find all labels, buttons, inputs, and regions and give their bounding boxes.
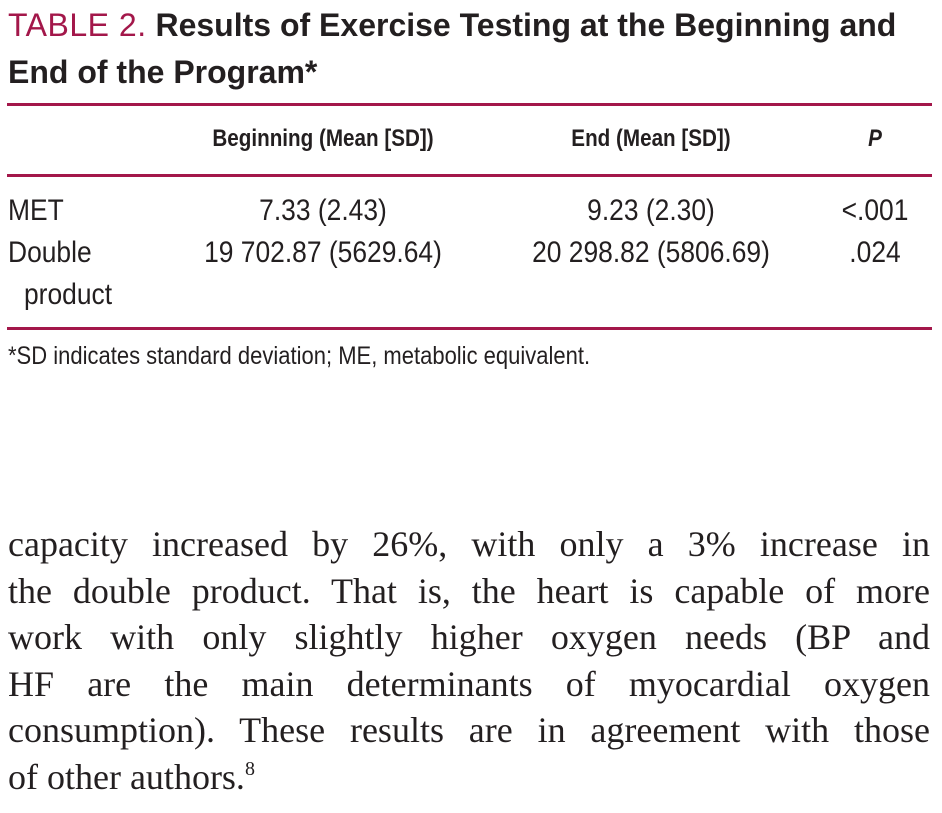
table-footnote: *SD indicates standard deviation; ME, metabolic equivalent.: [8, 342, 591, 370]
cell-beginning: 19 702.87 (5629.64): [204, 236, 442, 269]
row-label: Double: [8, 236, 92, 269]
table-bottom-rule: [7, 327, 932, 330]
cell-p: .024: [849, 236, 901, 269]
body-line-last: [8, 754, 930, 801]
body-line-text: of other authors.: [8, 756, 245, 797]
cell-p: <.001: [841, 194, 909, 227]
column-header-p: P: [868, 125, 882, 152]
body-line: the double product. That is, the heart is capable of more: [8, 570, 930, 611]
table-header-rule: [7, 174, 932, 177]
body-line: work with only slightly higher oxygen needs (BP and: [8, 617, 930, 657]
row-label-continued: product: [24, 278, 113, 311]
column-header-beginning: Beginning (Mean [SD]): [212, 125, 434, 152]
cell-end: 9.23 (2.30): [587, 194, 715, 227]
table-top-rule: [7, 103, 932, 106]
body-line: consumption). These results are in agreement with those: [8, 710, 930, 750]
body-paragraph: [8, 521, 930, 800]
cell-beginning: 7.33 (2.43): [259, 194, 387, 227]
table-title: Results of Exercise Testing at the Beginning and End of the Program*: [8, 7, 897, 90]
cell-end: 20 298.82 (5806.69): [532, 236, 770, 269]
citation-superscript: 8: [244, 757, 255, 780]
column-header-end: End (Mean [SD]): [571, 125, 731, 152]
body-line: capacity increased by 26%, with only a 3% increase in: [8, 524, 930, 564]
body-line: HF are the main determinants of myocardial oxygen: [8, 663, 930, 704]
table-label: TABLE 2.: [8, 7, 147, 43]
table-caption: [8, 2, 928, 96]
row-label: MET: [8, 194, 64, 227]
